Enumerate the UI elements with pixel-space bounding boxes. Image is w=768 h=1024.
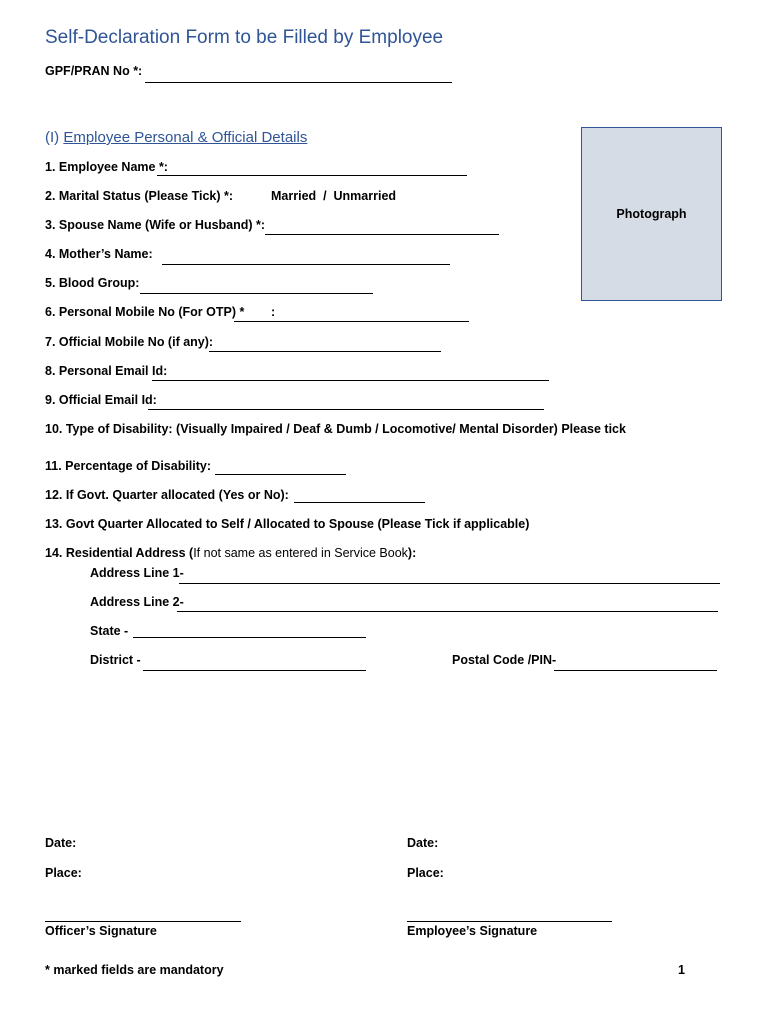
residential-address-label bbox=[45, 546, 416, 560]
personal-mobile-field[interactable] bbox=[234, 321, 469, 322]
state-label: State - bbox=[90, 624, 129, 638]
address-prefix: 14. Residential Address ( bbox=[45, 546, 194, 560]
personal-mobile-label: 6. Personal Mobile No (For OTP) * bbox=[45, 305, 245, 319]
quarter-allocation-label[interactable]: 13. Govt Quarter Allocated to Self / Allocated to Spouse (Please Tick if applicable) bbox=[45, 517, 530, 531]
address-line1-label: Address Line 1- bbox=[90, 566, 184, 580]
photograph-label: Photograph bbox=[616, 207, 687, 221]
mandatory-note: * marked fields are mandatory bbox=[45, 963, 224, 977]
address-line2-field[interactable] bbox=[177, 611, 718, 612]
photograph-box bbox=[581, 127, 722, 301]
disability-percent-label: 11. Percentage of Disability: bbox=[45, 459, 212, 473]
state-field[interactable] bbox=[133, 637, 366, 638]
employee-name-field[interactable] bbox=[157, 175, 467, 176]
gpf-field[interactable] bbox=[145, 82, 452, 83]
officer-date-label: Date: bbox=[45, 836, 77, 850]
district-field[interactable] bbox=[143, 670, 366, 671]
postal-code-label: Postal Code /PIN- bbox=[452, 653, 557, 667]
gpf-label: GPF/PRAN No *: bbox=[45, 64, 143, 78]
blood-group-label: 5. Blood Group: bbox=[45, 276, 140, 290]
officer-signature-line[interactable] bbox=[45, 921, 241, 922]
address-suffix: ): bbox=[407, 546, 417, 560]
personal-email-label: 8. Personal Email Id: bbox=[45, 364, 168, 378]
mother-name-label: 4. Mother’s Name: bbox=[45, 247, 153, 261]
marital-status-label: 2. Marital Status (Please Tick) *: bbox=[45, 189, 234, 203]
spouse-name-field[interactable] bbox=[265, 234, 499, 235]
official-mobile-field[interactable] bbox=[209, 351, 441, 352]
personal-mobile-colon: : bbox=[271, 305, 276, 319]
employee-signature-label: Employee’s Signature bbox=[407, 924, 538, 938]
govt-quarter-label: 12. If Govt. Quarter allocated (Yes or No): bbox=[45, 488, 289, 502]
govt-quarter-field[interactable] bbox=[294, 502, 425, 503]
address-line1-field[interactable] bbox=[179, 583, 720, 584]
official-email-field[interactable] bbox=[148, 409, 544, 410]
official-mobile-label: 7. Official Mobile No (if any): bbox=[45, 335, 214, 349]
disability-percent-field[interactable] bbox=[215, 474, 346, 475]
form-title: Self-Declaration Form to be Filled by Employee bbox=[45, 27, 444, 48]
officer-signature-label: Officer’s Signature bbox=[45, 924, 157, 938]
employee-name-label: 1. Employee Name *: bbox=[45, 160, 168, 174]
spouse-name-label: 3. Spouse Name (Wife or Husband) *: bbox=[45, 218, 266, 232]
personal-email-field[interactable] bbox=[152, 380, 549, 381]
address-line2-label: Address Line 2- bbox=[90, 595, 184, 609]
employee-place-label: Place: bbox=[407, 866, 444, 880]
disability-type-label[interactable]: 10. Type of Disability: (Visually Impaired / Deaf & Dumb / Locomotive/ Mental Disorder) Please tick bbox=[45, 422, 626, 436]
blood-group-field[interactable] bbox=[140, 293, 373, 294]
marital-options[interactable]: Married / Unmarried bbox=[271, 189, 397, 203]
section-heading bbox=[45, 129, 307, 146]
mother-name-field[interactable] bbox=[162, 264, 450, 265]
official-email-label: 9. Official Email Id: bbox=[45, 393, 157, 407]
page-number: 1 bbox=[678, 963, 685, 977]
employee-signature-line[interactable] bbox=[407, 921, 612, 922]
district-label: District - bbox=[90, 653, 141, 667]
officer-place-label: Place: bbox=[45, 866, 82, 880]
section-prefix: (I) bbox=[45, 129, 64, 146]
section-title: Employee Personal & Official Details bbox=[63, 129, 308, 146]
employee-date-label: Date: bbox=[407, 836, 439, 850]
postal-code-field[interactable] bbox=[554, 670, 717, 671]
address-note: If not same as entered in Service Book bbox=[193, 546, 408, 560]
